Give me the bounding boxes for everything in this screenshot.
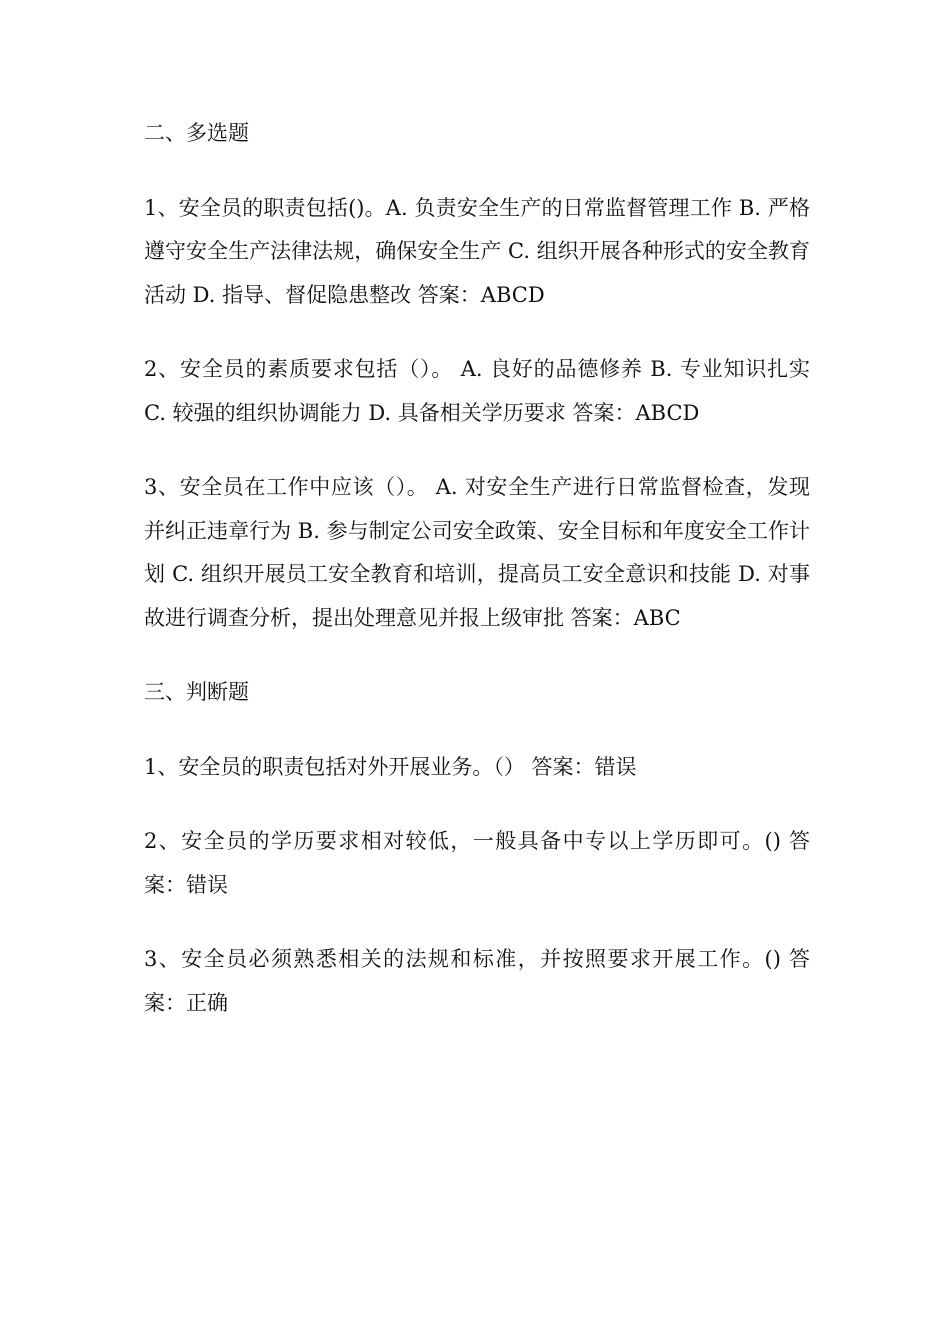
question-item: 3、安全员在工作中应该（）。 A. 对安全生产进行日常监督检查，发现并纠正违章行为 B. 参与制定公司安全政策、安全目标和年度安全工作计划 C. 组织开展员工安全教育和培训，提高员工安全意识和技能 D. 对事故进行调查分析，提出处理意见并报上级审批 答案：ABC — [144, 475, 810, 630]
section-heading-multiple-choice: 二、多选题 — [144, 121, 249, 145]
question-item: 2、安全员的学历要求相对较低，一般具备中专以上学历即可。() 答案：错误 — [144, 829, 810, 897]
section-heading-true-false: 三、判断题 — [144, 680, 249, 704]
document-content — [144, 112, 810, 1056]
question-item: 1、安全员的职责包括对外开展业务。（） 答案：错误 — [144, 754, 637, 779]
question-item: 1、安全员的职责包括()。A. 负责安全生产的日常监督管理工作 B. 严格遵守安全生产法律法规，确保安全生产 C. 组织开展各种形式的安全教育活动 D. 指导、督促隐患整改 答案：ABCD — [144, 195, 810, 307]
question-item: 2、安全员的素质要求包括（）。 A. 良好的品德修养 B. 专业知识扎实 C. 较强的组织协调能力 D. 具备相关学历要求 答案：ABCD — [144, 357, 810, 425]
question-item: 3、安全员必须熟悉相关的法规和标准，并按照要求开展工作。() 答案：正确 — [144, 947, 810, 1015]
